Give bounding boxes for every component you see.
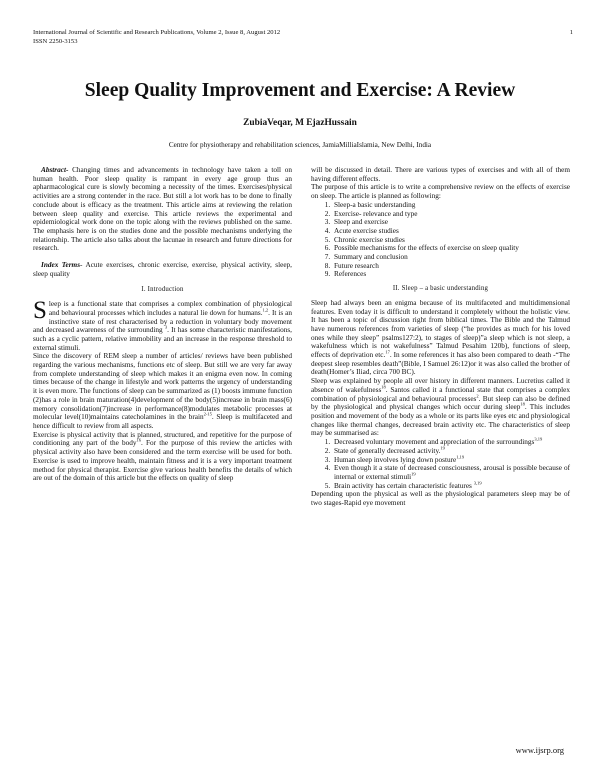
citation: 18 [381, 384, 386, 390]
citation: 2-15 [203, 411, 212, 417]
list-item [332, 464, 570, 481]
sleep-p2-text-b: . Santos called it a functional state that comprises a complex combination of physiological and behavioural processes [311, 385, 570, 403]
list-item: 2. Exercise- relevance and type [332, 210, 570, 219]
intro-paragraph-3 [33, 431, 292, 483]
list-item: 4. Acute exercise studies [332, 227, 570, 236]
citation: 19 [411, 471, 416, 477]
sleep-paragraph-1 [311, 299, 570, 377]
index-terms-text: - Acute exercises, chronic exercise, exercise, physical activity, sleep, sleep quality [33, 261, 292, 278]
citation: 2 [476, 393, 479, 399]
citation: 16 [136, 437, 142, 443]
abstract [33, 166, 292, 253]
list-item-text: Human sleep involves lying down posture [334, 455, 457, 464]
right-column [311, 166, 570, 508]
sleep-paragraph-3: Depending upon the physical as well as the physiological parameters sleep may be of two stages-Rapid eye movement [311, 490, 570, 508]
running-header [33, 28, 573, 46]
list-item: 9. References [332, 270, 570, 279]
intro-p3-text-a: Exercise is physical activity that is planned, structured, and repetitive for the purpose of conditioning any part of the body [33, 430, 292, 448]
sleep-p2-text-a: Sleep was explained by people all over history in different manners. Lucretius called it absence of wakefulness [311, 377, 570, 394]
citation: 3,19 [534, 436, 543, 442]
intro-p3-text-b: . For the purpose of this review the articles with physical activity also have been considered and the term exercise will be used for both. Exercise is used to improve health, maintain fitness and it is a very important treatment method for physical therapist. Exercise give various health benefits the details of which are out of the domain of this article but the effects on quality of sleep [33, 439, 292, 483]
index-terms [33, 261, 292, 278]
citation: 3 [164, 324, 168, 330]
list-item-text: State of generally decreased activity. [334, 446, 441, 455]
list-item [332, 447, 570, 456]
affiliation: Centre for physiotherapy and rehabilitation sciences, JamiaMilliaIslamia, New Delhi, India [168, 141, 432, 149]
page-number: 1 [569, 29, 573, 36]
article-plan-list [311, 201, 570, 279]
index-terms-label: Index Terms [41, 261, 81, 270]
intro-continued: will be discussed in detail. There are various types of exercises and with all of them having different effects. [311, 166, 570, 183]
abstract-label: Abstract- [41, 166, 69, 174]
left-column [33, 166, 292, 483]
intro-p1-text-a: leep is a functional state that comprises a complex combination of physiological and behavioural processes which includes a natural lie down for humans. [48, 300, 292, 317]
list-item: 3. Sleep and exercise [332, 218, 570, 227]
sleep-p1-text-b: . In some references it has also been compared to death -“The deepest sleep resembles death”(Bible, I Samuel 26:12)or it was also called the brother of death(Homer’s Iliad, circa 700 BC). [311, 351, 570, 377]
intro-paragraph-1 [33, 297, 293, 352]
section-heading-sleep: II. Sleep – a basic understanding [392, 285, 489, 293]
citation: 3,19 [473, 480, 482, 486]
citation: 1,2 [262, 307, 269, 313]
abstract-text: Changing times and advancements in technology have taken a toll on human health. Poor sleep quality is rampant in every age group thus an apharmacological cure is slowly becoming a necessity of the times. Exercises/physical activities are a strong contender in the race. But still a lot work has to be done to finally conclude about is efficacy as the treatment. This article aims at reviewing the relation between sleep quality and exercise. This article reviews the experimental and epidemiological work done on the topic along with the reviews published on the same. The emphasis here is on the studies done and the possible mechanisms underlying the relationship. The article also talks about the lacunae in research and future directions for research. [33, 166, 292, 253]
list-item [332, 438, 570, 447]
citation: 19 [440, 445, 445, 451]
list-item-text: Even though it a state of decreased consciousness, arousal is possible because of internal or external stimuli [334, 464, 570, 481]
list-item-text: Brain activity has certain characteristic features [334, 481, 474, 490]
sleep-p2-text-d: . This includes position and movement of the body as a whole or its parts like eyes etc and physiological changes like thermal changes, decreased brain activity etc. The characteristics of sleep may be summarised as: [311, 403, 570, 438]
list-item: 5. Chronic exercise studies [332, 236, 570, 245]
list-item: 1. Sleep-a basic understanding [332, 201, 570, 210]
sleep-p2-text-c: . But sleep can also be defined by the physiological and physical changes which occur during sleep [311, 394, 570, 412]
footer-url: www.ijsrp.org [515, 745, 564, 755]
citation: 18 [520, 401, 525, 407]
intro-p2-end: . Sleep is multifaceted and hence difficult to review from all aspects. [33, 413, 292, 430]
list-item [332, 456, 570, 465]
paper-title: Sleep Quality Improvement and Exercise: A Review [84, 80, 516, 101]
author-list: ZubiaVeqar, M EjazHussain [243, 118, 357, 128]
citation: 17 [385, 349, 390, 355]
list-item: 7. Summary and conclusion [332, 253, 570, 262]
sleep-paragraph-2 [311, 377, 570, 438]
sleep-p1-text-a: Sleep had always been an enigma because of its multifaceted and multidimensional features. Even today it is difficult to understand it completely without the holistic view. It has been a topic of discussion right from biblical times. The Bible and the Talmud have numerous references from varieties of sleep (“he provides as much for his loved ones while they sleep” psalms127:2), to stages of sleep)”a sleep which is not sleep, a wakefulness which is not wakefulness” Talmud Pesahim 120b), functions of sleep, effects of deprivation etc. [311, 298, 570, 360]
list-item [332, 482, 570, 491]
list-item: 8. Future research [332, 262, 570, 271]
citation: 1,19 [456, 454, 465, 460]
drop-cap: S [33, 297, 47, 325]
intro-p1-text-b: . It is an instinctive state of rest characterised by a reduction in voluntary body movement and decreased awareness of the surrounding [33, 308, 293, 335]
list-item: 6. Possible mechanisms for the effects of exercise on sleep quality [332, 244, 570, 253]
journal-line: International Journal of Scientific and Research Publications, Volume 2, Issue 8, August 2012 [33, 29, 281, 36]
purpose-paragraph: The purpose of this article is to write a comprehensive review on the effects of exercise on sleep. The article is planned as following: [311, 183, 570, 201]
list-item-text: Decreased voluntary movement and appreciation of the surroundings [334, 438, 535, 447]
intro-p1-text-c: . It has some characteristic manifestations, such as a cyclic pattern, relative immobility and an increase in the response threshold to external stimuli. [33, 326, 292, 352]
intro-p2-text: Since the discovery of REM sleep a number of articles/ reviews have been published regarding the various mechanisms, functions etc of sleep. But still we are very far away from complete understanding of sleep which makes it an enigma even now. In coming times because of the change in lifestyle and work patterns the urgency of understanding it is even more. The functions of sleep can be summarized as (1) boosts immune function (2)has a role in brain maturation(4)development of the body(5)increase in brain mass(6) memory consolidation(7)increase in performance(8)modulates metabolic processes at molecular level(10)maintains catecholamines in the brain [33, 352, 292, 422]
intro-paragraph-2 [33, 352, 292, 430]
sleep-characteristics-list [311, 438, 570, 490]
issn-line: ISSN 2250-3153 [33, 38, 78, 45]
section-heading-introduction: I. Introduction [141, 286, 184, 294]
